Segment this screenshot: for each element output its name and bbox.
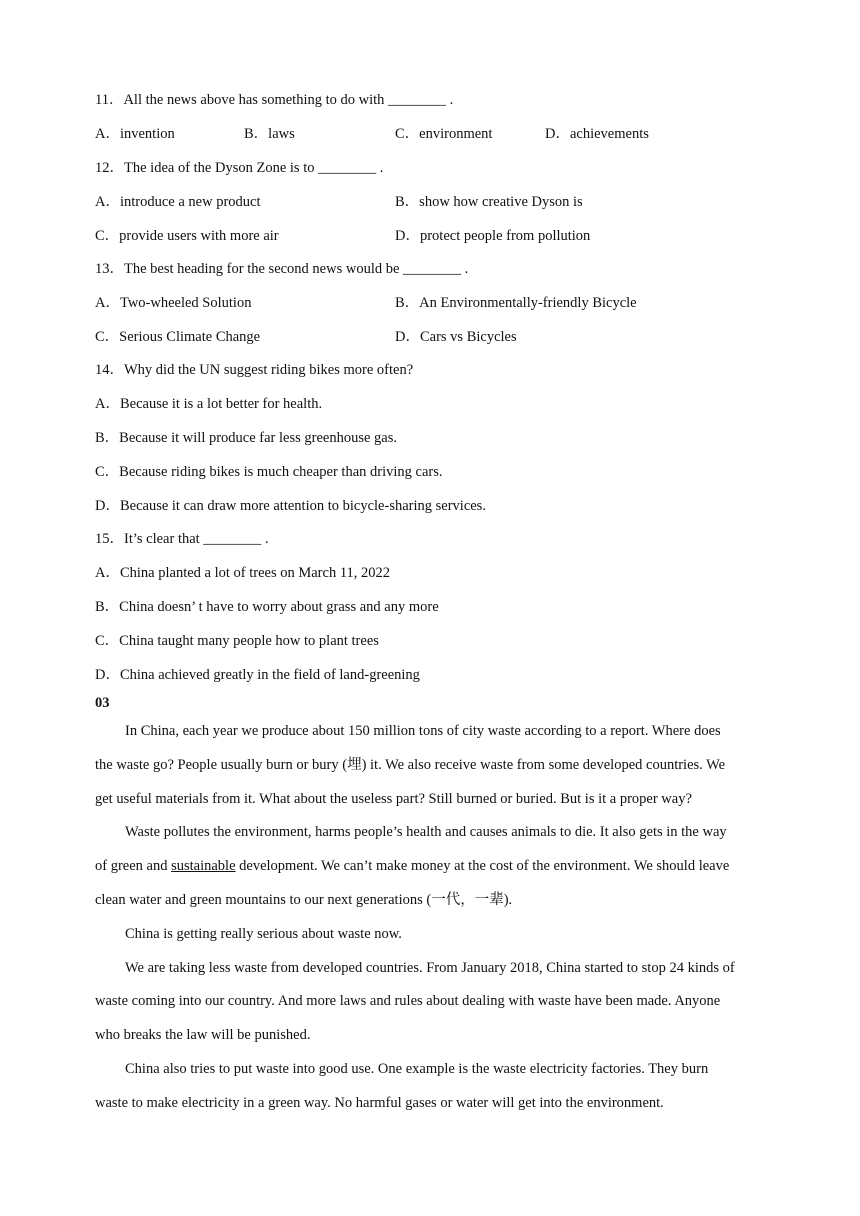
- passage-paragraph-1-line-3: get useful materials from it. What about the useless part? Still burned or buried. But is it a proper way?: [95, 791, 692, 807]
- passage-paragraph-2-line-1: Waste pollutes the environment, harms people’s health and causes animals to die. It also gets in the way: [125, 824, 727, 840]
- question-11-option-b: B．laws: [244, 126, 295, 142]
- question-12-option-a: A．introduce a new product: [95, 194, 261, 210]
- passage-number: 03: [95, 695, 110, 711]
- question-11-stem: 11．All the news above has something to do with ________ .: [95, 92, 454, 108]
- question-12-option-c: C．provide users with more air: [95, 228, 279, 244]
- passage-paragraph-3: China is getting really serious about waste now.: [125, 926, 402, 942]
- question-15-option-b: B．China doesn’ t have to worry about grass and any more: [95, 599, 439, 615]
- question-12-option-d: D．protect people from pollution: [395, 228, 591, 244]
- passage-paragraph-4-line-1: We are taking less waste from developed countries. From January 2018, China started to stop 24 kinds of: [125, 960, 735, 976]
- passage-paragraph-5-line-1: China also tries to put waste into good use. One example is the waste electricity factories. They burn: [125, 1061, 709, 1077]
- passage-paragraph-4-line-2: waste coming into our country. And more laws and rules about dealing with waste have been made. Anyone: [95, 993, 721, 1009]
- question-14-option-b: B．Because it will produce far less greenhouse gas.: [95, 430, 397, 446]
- question-14-stem: 14．Why did the UN suggest riding bikes more often?: [95, 362, 414, 378]
- passage-text: of green and: [95, 858, 172, 874]
- question-15-option-d: D．China achieved greatly in the field of land-greening: [95, 667, 420, 683]
- question-11-option-c: C．environment: [395, 126, 493, 142]
- underlined-word: sustainable: [171, 858, 236, 874]
- question-12-stem: 12．The idea of the Dyson Zone is to ________ .: [95, 160, 384, 176]
- question-11-option-a: A．invention: [95, 126, 175, 142]
- passage-paragraph-4-line-3: who breaks the law will be punished.: [95, 1027, 311, 1043]
- question-13-option-c: C．Serious Climate Change: [95, 329, 261, 345]
- question-15-option-a: A．China planted a lot of trees on March 11, 2022: [95, 565, 391, 581]
- passage-text: development. We can’t make money at the cost of the environment. We should leave: [235, 858, 730, 874]
- question-15-option-c: C．China taught many people how to plant trees: [95, 633, 379, 649]
- passage-paragraph-2-line-3: clean water and green mountains to our next generations (一代，一辈).: [95, 892, 513, 908]
- passage-paragraph-5-line-2: waste to make electricity in a green way. No harmful gases or water will get into the environment.: [95, 1095, 664, 1111]
- question-14-option-a: A．Because it is a lot better for health.: [95, 396, 323, 412]
- question-14-option-d: D．Because it can draw more attention to bicycle-sharing services.: [95, 498, 486, 514]
- question-13-option-a: A．Two-wheeled Solution: [95, 295, 252, 311]
- passage-paragraph-1-line-1: In China, each year we produce about 150 million tons of city waste according to a report. Where does: [125, 723, 721, 739]
- question-13-option-d: D．Cars vs Bicycles: [395, 329, 517, 345]
- question-12-option-b: B．show how creative Dyson is: [395, 194, 583, 210]
- passage-paragraph-1-line-2: the waste go? People usually burn or bury (埋) it. We also receive waste from some developed countries. We: [95, 757, 726, 773]
- question-14-option-c: C．Because riding bikes is much cheaper than driving cars.: [95, 464, 443, 480]
- question-13-option-b: B．An Environmentally-friendly Bicycle: [395, 295, 637, 311]
- passage-paragraph-2-line-2: [95, 857, 775, 875]
- question-13-stem: 13．The best heading for the second news would be ________ .: [95, 261, 469, 277]
- question-15-stem: 15．It’s clear that ________ .: [95, 531, 269, 547]
- question-11-option-d: D．achievements: [545, 126, 649, 142]
